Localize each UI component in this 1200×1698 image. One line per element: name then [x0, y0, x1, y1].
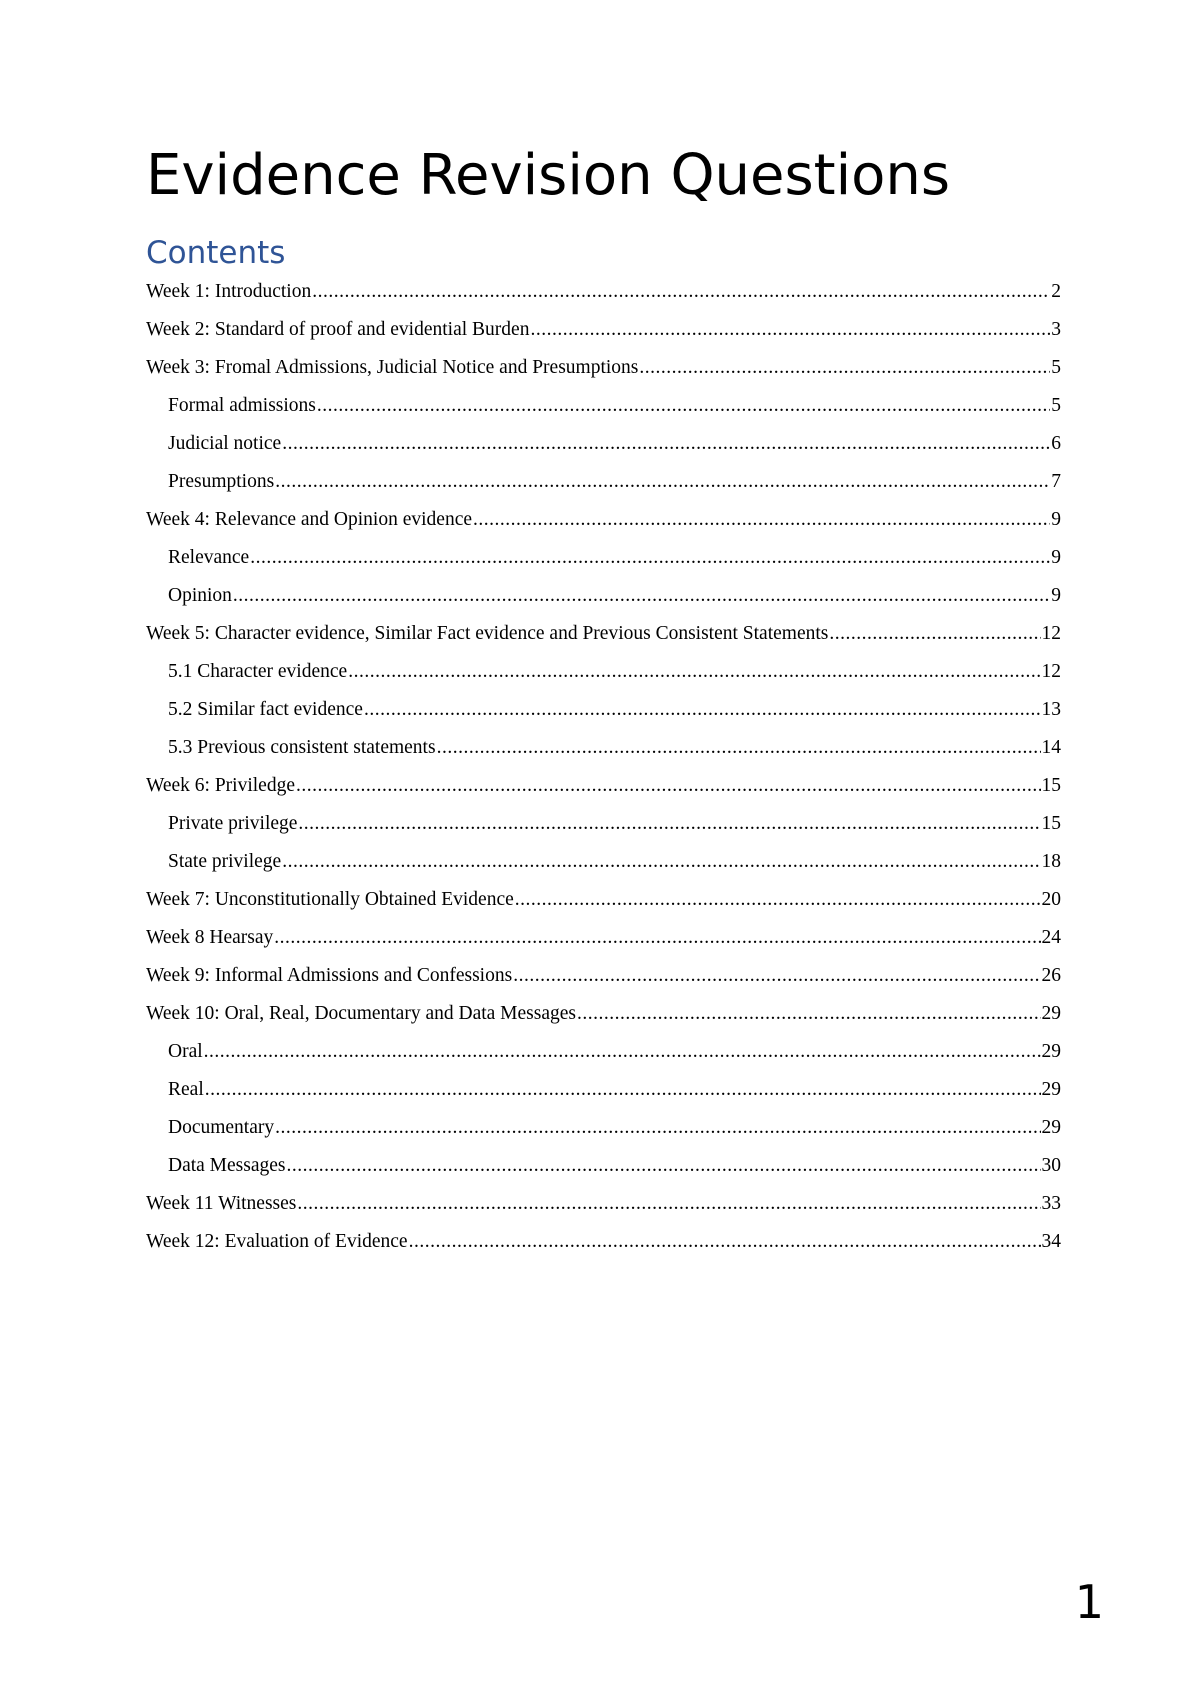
toc-dot-leader	[513, 957, 1040, 995]
toc-entry-page: 20	[1041, 889, 1061, 910]
toc-entry-title: 5.3 Previous consistent statements	[168, 737, 436, 758]
toc-entry[interactable]	[146, 1033, 1061, 1071]
toc-dot-leader	[282, 425, 1050, 463]
toc-entry-page: 3	[1051, 319, 1061, 340]
toc-entry-page: 18	[1041, 851, 1061, 872]
toc-entry-page: 9	[1051, 509, 1061, 530]
toc-dot-leader	[205, 1071, 1041, 1109]
toc-entry-page: 2	[1051, 281, 1061, 302]
toc-entry-title: Week 12: Evaluation of Evidence	[146, 1231, 408, 1252]
contents-heading: Contents	[146, 235, 286, 271]
toc-entry[interactable]	[146, 691, 1061, 729]
toc-entry[interactable]	[146, 957, 1061, 995]
toc-entry-page: 33	[1041, 1193, 1061, 1214]
toc-entry-title: Week 9: Informal Admissions and Confessions	[146, 965, 513, 986]
toc-entry[interactable]	[146, 501, 1061, 539]
toc-entry-page: 30	[1041, 1155, 1061, 1176]
toc-entry-page: 5	[1051, 395, 1061, 416]
toc-entry-page: 24	[1041, 927, 1061, 948]
toc-dot-leader	[274, 919, 1040, 957]
toc-entry-page: 12	[1041, 623, 1061, 644]
toc-dot-leader	[297, 1185, 1040, 1223]
toc-dot-leader	[577, 995, 1041, 1033]
toc-entry-title: Week 10: Oral, Real, Documentary and Data Messages	[146, 1003, 576, 1024]
toc-entry-page: 9	[1051, 585, 1061, 606]
toc-dot-leader	[250, 539, 1050, 577]
toc-dot-leader	[639, 349, 1050, 387]
toc-entry[interactable]	[146, 539, 1061, 577]
toc-entry[interactable]	[146, 273, 1061, 311]
toc-entry-title: 5.1 Character evidence	[168, 661, 348, 682]
toc-entry[interactable]	[146, 729, 1061, 767]
toc-entry-page: 5	[1051, 357, 1061, 378]
toc-entry[interactable]	[146, 881, 1061, 919]
toc-entry-title: Week 6: Priviledge	[146, 775, 295, 796]
toc-entry[interactable]	[146, 387, 1061, 425]
toc-entry-page: 29	[1041, 1079, 1061, 1100]
toc-dot-leader	[515, 881, 1041, 919]
toc-entry-title: Week 4: Relevance and Opinion evidence	[146, 509, 473, 530]
toc-entry-title: Documentary	[168, 1117, 275, 1138]
toc-entry-page: 12	[1041, 661, 1061, 682]
toc-entry-title: Week 8 Hearsay	[146, 927, 274, 948]
toc-dot-leader	[317, 387, 1050, 425]
toc-entry[interactable]	[146, 653, 1061, 691]
toc-entry[interactable]	[146, 1185, 1061, 1223]
toc-entry[interactable]	[146, 577, 1061, 615]
toc-dot-leader	[348, 653, 1040, 691]
toc-entry-title: Oral	[168, 1041, 203, 1062]
toc-entry[interactable]	[146, 843, 1061, 881]
toc-entry-page: 34	[1041, 1231, 1061, 1252]
toc-entry-page: 14	[1041, 737, 1061, 758]
toc-dot-leader	[282, 843, 1040, 881]
toc-entry-title: Week 7: Unconstitutionally Obtained Evidence	[146, 889, 514, 910]
toc-entry[interactable]	[146, 919, 1061, 957]
toc-entry-title: Private privilege	[168, 813, 298, 834]
toc-entry-page: 29	[1041, 1117, 1061, 1138]
toc-entry-page: 29	[1041, 1003, 1061, 1024]
toc-dot-leader	[364, 691, 1041, 729]
toc-entry[interactable]	[146, 1109, 1061, 1147]
page-number: 1	[1074, 1575, 1104, 1629]
toc-entry-title: Presumptions	[168, 471, 275, 492]
toc-entry-title: Week 1: Introduction	[146, 281, 312, 302]
toc-dot-leader	[296, 767, 1041, 805]
toc-dot-leader	[437, 729, 1041, 767]
toc-dot-leader	[298, 805, 1040, 843]
toc-entry[interactable]	[146, 425, 1061, 463]
toc-entry[interactable]	[146, 805, 1061, 843]
toc-dot-leader	[312, 273, 1050, 311]
toc-entry-page: 15	[1041, 775, 1061, 796]
toc-entry[interactable]	[146, 349, 1061, 387]
toc-dot-leader	[530, 311, 1050, 349]
toc-entry-page: 7	[1051, 471, 1061, 492]
toc-entry-page: 13	[1041, 699, 1061, 720]
toc-entry-title: Week 11 Witnesses	[146, 1193, 297, 1214]
toc-dot-leader	[275, 463, 1050, 501]
toc-dot-leader	[287, 1147, 1041, 1185]
toc-entry[interactable]	[146, 1147, 1061, 1185]
toc-entry[interactable]	[146, 767, 1061, 805]
toc-entry-title: Week 2: Standard of proof and evidential Burden	[146, 319, 530, 340]
toc-dot-leader	[233, 577, 1050, 615]
toc-dot-leader	[275, 1109, 1040, 1147]
toc-entry-title: State privilege	[168, 851, 282, 872]
toc-entry[interactable]	[146, 311, 1061, 349]
toc-entry[interactable]	[146, 995, 1061, 1033]
toc-entry[interactable]	[146, 463, 1061, 501]
toc-entry[interactable]	[146, 1223, 1061, 1261]
toc-dot-leader	[829, 615, 1040, 653]
toc-dot-leader	[409, 1223, 1041, 1261]
toc-entry-page: 9	[1051, 547, 1061, 568]
toc-dot-leader	[473, 501, 1050, 539]
toc-entry-title: 5.2 Similar fact evidence	[168, 699, 363, 720]
toc-entry[interactable]	[146, 615, 1061, 653]
toc-entry-page: 15	[1041, 813, 1061, 834]
toc-dot-leader	[204, 1033, 1041, 1071]
toc-entry-page: 6	[1051, 433, 1061, 454]
document-title: Evidence Revision Questions	[146, 143, 951, 208]
toc-entry-title: Judicial notice	[168, 433, 282, 454]
toc-entry[interactable]	[146, 1071, 1061, 1109]
toc-entry-title: Opinion	[168, 585, 232, 606]
toc-entry-title: Week 3: Fromal Admissions, Judicial Notice and Presumptions	[146, 357, 639, 378]
toc-entry-title: Data Messages	[168, 1155, 286, 1176]
toc-entry-title: Real	[168, 1079, 204, 1100]
toc-entry-page: 26	[1041, 965, 1061, 986]
toc-entry-page: 29	[1041, 1041, 1061, 1062]
table-of-contents	[146, 273, 1061, 1261]
toc-entry-title: Relevance	[168, 547, 250, 568]
toc-entry-title: Week 5: Character evidence, Similar Fact evidence and Previous Consistent Statements	[146, 623, 829, 644]
toc-entry-title: Formal admissions	[168, 395, 316, 416]
